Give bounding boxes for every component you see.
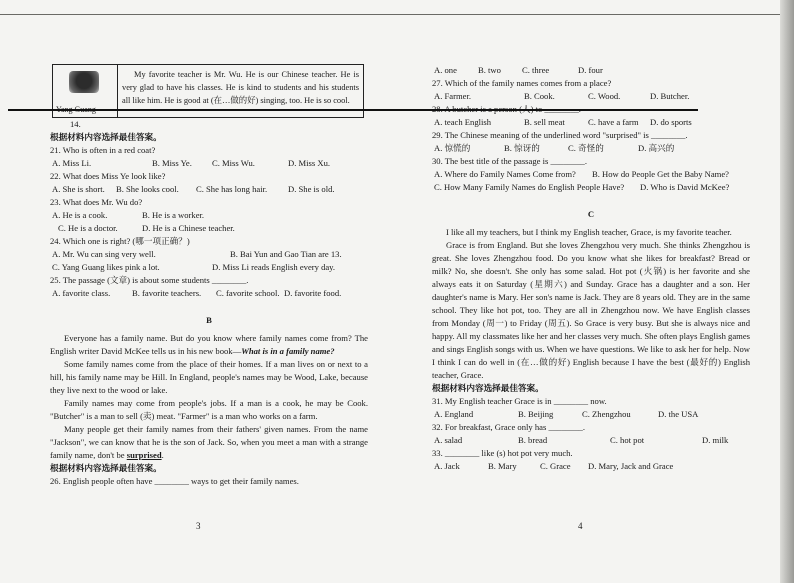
- q21-option-b: B. Miss Ye.: [152, 158, 192, 168]
- q24-options-2: [50, 261, 368, 274]
- para4-end: .: [161, 450, 164, 460]
- book-title: What is in a family name?: [241, 346, 335, 356]
- q28-option-d: D. do sports: [650, 117, 692, 127]
- section-b-passage: [50, 332, 368, 462]
- q26-option-b: B. two: [478, 65, 501, 75]
- q31-option-c: C. Zhengzhou: [582, 409, 631, 419]
- section-b-title: B: [206, 315, 212, 325]
- q27-stem: 27. Which of the family names comes from a place?: [432, 78, 612, 88]
- q29-option-c: C. 奇怪的: [568, 143, 604, 153]
- q27-option-b: B. Cook.: [524, 91, 555, 101]
- q25-option-b: B. favorite teachers.: [132, 288, 202, 298]
- q23-option-d: D. He is a Chinese teacher.: [142, 223, 235, 233]
- q29-option-b: B. 惊讶的: [504, 143, 540, 153]
- section-b-para-3: Family names may come from people's jobs. If a man is a cook, he may be Cook. "Butcher" is a man to sell (卖) meat. "Farmer" is a man who works on a farm.: [50, 398, 368, 421]
- q30-option-d: D. Who is David McKee?: [640, 182, 730, 192]
- q26-option-a: A. one: [434, 65, 457, 75]
- q33-option-c: C. Grace: [540, 461, 571, 471]
- q31-option-a: A. England: [434, 409, 474, 419]
- q31-stem: 31. My English teacher Grace is in ________ now.: [432, 396, 607, 406]
- q21-option-a: A. Miss Li.: [52, 158, 92, 168]
- q30-option-a: A. Where do Family Names Come from?: [434, 169, 576, 179]
- q22-option-b: B. She looks cool.: [116, 184, 179, 194]
- section-b-para-1: [50, 332, 368, 358]
- q33-stem: 33. ________ like (s) hot pot very much.: [432, 448, 573, 458]
- q29-option-d: D. 高兴的: [638, 143, 675, 153]
- q33-option-d: D. Mary, Jack and Grace: [588, 461, 674, 471]
- section-c-passage: [432, 226, 750, 382]
- q28-option-c: C. have a farm: [588, 117, 639, 127]
- q23-options-2: [50, 222, 368, 235]
- q26-options: [432, 64, 750, 77]
- page-number-4: 4: [578, 521, 583, 531]
- q22-options: [50, 183, 368, 196]
- q25-option-a: A. favorite class.: [52, 288, 111, 298]
- q24-options-1: [50, 248, 368, 261]
- q30-options-1: [432, 168, 750, 181]
- para4-text: Many people get their family names from their fathers' given names. From the name "Jackson", we can know that he is the son of Jack. So, when you meet a man with a strange family name, don't be: [50, 424, 368, 460]
- q23-option-b: B. He is a worker.: [142, 210, 205, 220]
- q32-options: [432, 434, 750, 447]
- section-b-para-4: [50, 423, 368, 462]
- q22-option-d: D. She is old.: [288, 184, 335, 194]
- q21-options: [50, 157, 368, 170]
- q25-options: [50, 287, 368, 300]
- q28-options: [432, 116, 750, 129]
- q28-option-b: B. sell meat: [524, 117, 565, 127]
- q32-option-d: D. milk: [702, 435, 729, 445]
- q22-option-c: C. She has long hair.: [196, 184, 268, 194]
- q33-options: [432, 460, 750, 473]
- q31-options: [432, 408, 750, 421]
- left-page: [50, 64, 368, 488]
- q23-stem: 23. What does Mr. Wu do?: [50, 197, 143, 207]
- q29-stem: 29. The Chinese meaning of the underlined word "surprised" is ________.: [432, 130, 688, 140]
- q32-option-a: A. salad: [434, 435, 463, 445]
- scan-artifact-line: [8, 109, 698, 111]
- section-b-para-2: Some family names come from the place of their homes. If a man lives on or next to a hill, his family name may be Hill. In England, people's names may be Wood, Lake, because they live next to the wood or lake.: [50, 359, 368, 395]
- right-page: [432, 64, 750, 473]
- q33-option-a: A. Jack: [434, 461, 460, 471]
- q32-option-b: B. bread: [518, 435, 548, 445]
- q30-option-c: C. How Many Family Names do English People Have?: [434, 182, 625, 192]
- instruction-b: 根据材料内容选择最佳答案。: [50, 463, 162, 473]
- question-14-label: 14.: [70, 119, 81, 129]
- q30-options-2: [432, 181, 750, 194]
- q23-options-1: [50, 209, 368, 222]
- section-c-title: C: [587, 209, 595, 219]
- q31-option-b: B. Beijing: [518, 409, 554, 419]
- q25-stem: 25. The passage (文章) is about some students ________.: [50, 275, 249, 285]
- q24-option-d: D. Miss Li reads English every day.: [212, 262, 336, 272]
- q29-option-a: A. 惊慌的: [434, 143, 471, 153]
- q21-option-c: C. Miss Wu.: [212, 158, 255, 168]
- q32-stem: 32. For breakfast, Grace only has ________.: [432, 422, 585, 432]
- q21-option-d: D. Miss Xu.: [288, 158, 331, 168]
- q27-option-c: C. Wood.: [588, 91, 621, 101]
- q32-option-c: C. hot pot: [610, 435, 645, 445]
- q24-option-a: A. Mr. Wu can sing very well.: [52, 249, 156, 259]
- q28-option-a: A. teach English: [434, 117, 492, 127]
- profile-text: My favorite teacher is Mr. Wu. He is our Chinese teacher. He is very glad to have his classes. He is kind to students and his students all like him. He is good at (在…做的好) singing, too. He is so cool.: [122, 70, 359, 105]
- instruction-left: 根据材料内容选择最佳答案。: [50, 132, 162, 142]
- q21-stem: 21. Who is often in a red coat?: [50, 145, 156, 155]
- underlined-word: surprised: [126, 450, 162, 460]
- q25-option-d: D. favorite food.: [284, 288, 342, 298]
- page-number-3: 3: [196, 521, 201, 531]
- q29-options: [432, 142, 750, 155]
- scan-page-edge: [780, 0, 794, 583]
- q31-option-d: D. the USA: [658, 409, 699, 419]
- q27-options: [432, 90, 750, 103]
- q26-stem: 26. English people often have ________ ways to get their family names.: [50, 476, 299, 486]
- q23-option-c: C. He is a doctor.: [58, 223, 118, 233]
- q24-option-b: B. Bai Yun and Gao Tian are 13.: [230, 249, 342, 259]
- q22-stem: 22. What does Miss Ye look like?: [50, 171, 166, 181]
- q27-option-a: A. Farmer.: [434, 91, 471, 101]
- q23-option-a: A. He is a cook.: [52, 210, 108, 220]
- para1-text: Everyone has a family name. But do you know where family names come from? The English writer David McKee tells us in his new book—: [50, 333, 368, 356]
- q33-option-b: B. Mary: [488, 461, 517, 471]
- section-c-para-2: Grace is from England. But she loves Zhengzhou very much. She thinks Zhengzhou is great. She loves Zhengzhou food. Do you know what she likes for breakfast? Bread or milk? No, she doesn't. She only has some salad. Hot pot (火锅) is her favorite and she always eats it on Saturday (星期六) and Sunday. Grace has a daughter and a son. Her daughter's name is Mary. Her son's name is Jack. They are 8 years old. They are in the same school. They like hot pot, too. They are all in Zhengzhou now. We have English classes from Monday (周一) to Friday (周五). So Grace is very busy. But she is always nice and happy. All my classmates like her and her classes very much. She often plays English games and sings English songs with us. When we have questions. We like to ask her for help. Now I think I can do well in (在…做的好) English because I have the best (最好的) English teacher, Grace.: [432, 240, 750, 380]
- section-c-para-1: I like all my teachers, but I think my English teacher, Grace, is my favorite teacher.: [446, 227, 732, 237]
- q25-option-c: C. favorite school.: [216, 288, 280, 298]
- q24-stem: 24. Which one is right? (哪一项正确？): [50, 236, 190, 246]
- q26-option-c: C. three: [522, 65, 550, 75]
- scan-top-border: [0, 14, 780, 15]
- instruction-c: 根据材料内容选择最佳答案。: [432, 383, 544, 393]
- q30-option-b: B. How do People Get the Baby Name?: [592, 169, 729, 179]
- q24-option-c: C. Yang Guang likes pink a lot.: [52, 262, 160, 272]
- q27-option-d: D. Butcher.: [650, 91, 690, 101]
- q22-option-a: A. She is short.: [52, 184, 105, 194]
- student-photo: [69, 71, 99, 93]
- q30-stem: 30. The best title of the passage is ________.: [432, 156, 587, 166]
- q26-option-d: D. four: [578, 65, 603, 75]
